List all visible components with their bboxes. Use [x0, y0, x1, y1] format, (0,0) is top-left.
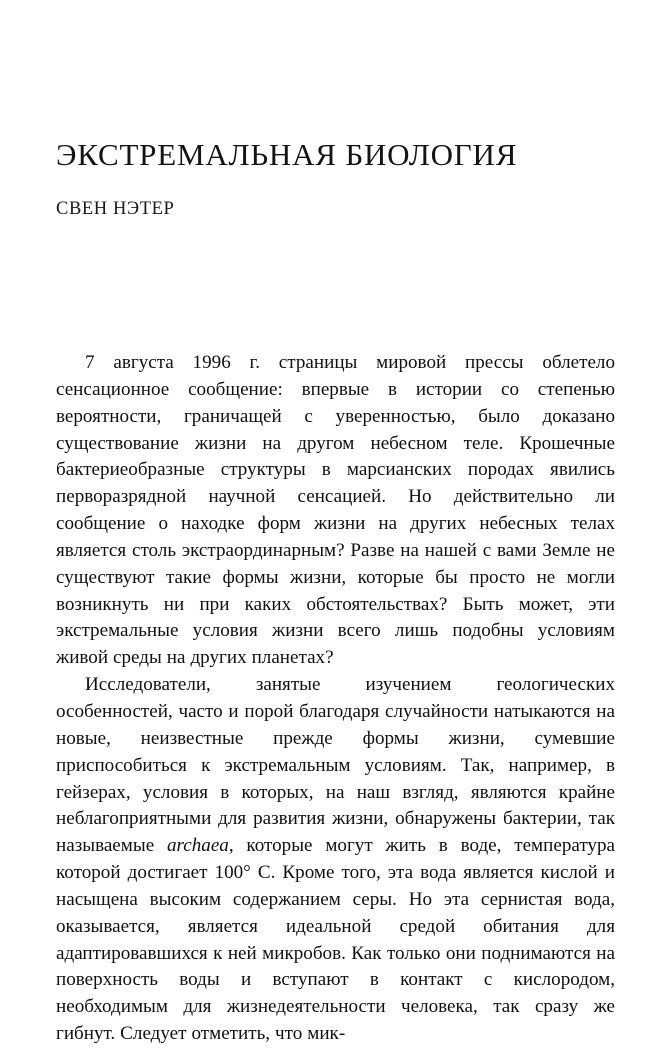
paragraph-1 — [56, 350, 615, 672]
paragraph-2 — [56, 672, 615, 1048]
paragraph-2-text-after-term: , которые могут жить в воде, температура которой достигает 100° С. Кроме того, эта вода является кислой и насыщена высоким содержанием серы. Но эта сернистая вода, оказывается, является идеальной средой обитания для адаптировавшихся к ней микробов. Как только они поднимаются на поверхность воды и вступают в контакт с кислородом, необходимым для жизнедеятельности человека, так сразу же гибнут. Следует отметить, что мик- — [56, 835, 616, 1045]
paragraph-2-text-before-term: Исследователи, занятые изучением геологических особенностей, часто и порой благодаря случайности натыкаются на новые, неизвестные прежде формы жизни, сумевшие приспособиться к экстремальным условиям. Так, например, в гейзерах, условия в которых, на наш взгляд, являются крайне неблагоприятными для развития жизни, обнаружены бактерии, так называемые — [56, 674, 615, 857]
paragraph-1-text: 7 августа 1996 г. страницы мировой прессы облетело сенсационное сообщение: впервые в истории со степенью вероятности, граничащей с уверенностью, было доказано существование жизни на другом небесном теле. Крошечные бактериеобразные структуры в марсианских породах явились перворазрядной научной сенсацией. Но действительно ли сообщение о находке форм жизни на других небесных телах является столь экстраординарным? Разве на нашей с вами Земле не существуют такие формы жизни, которые бы просто не могли возникнуть ни при каких обстоятельствах? Быть может, эти экстремальные условия жизни всего лишь подобны условиям живой среды на других планетах? — [56, 352, 615, 669]
author-name: СВЕН НЭТЕР — [56, 199, 175, 219]
page-heading — [56, 138, 616, 220]
page-title: ЭКСТРЕМАЛЬНАЯ БИОЛОГИЯ — [56, 137, 518, 172]
body-text-column — [56, 350, 615, 1048]
scientific-term-archaea: archaea — [166, 835, 229, 857]
